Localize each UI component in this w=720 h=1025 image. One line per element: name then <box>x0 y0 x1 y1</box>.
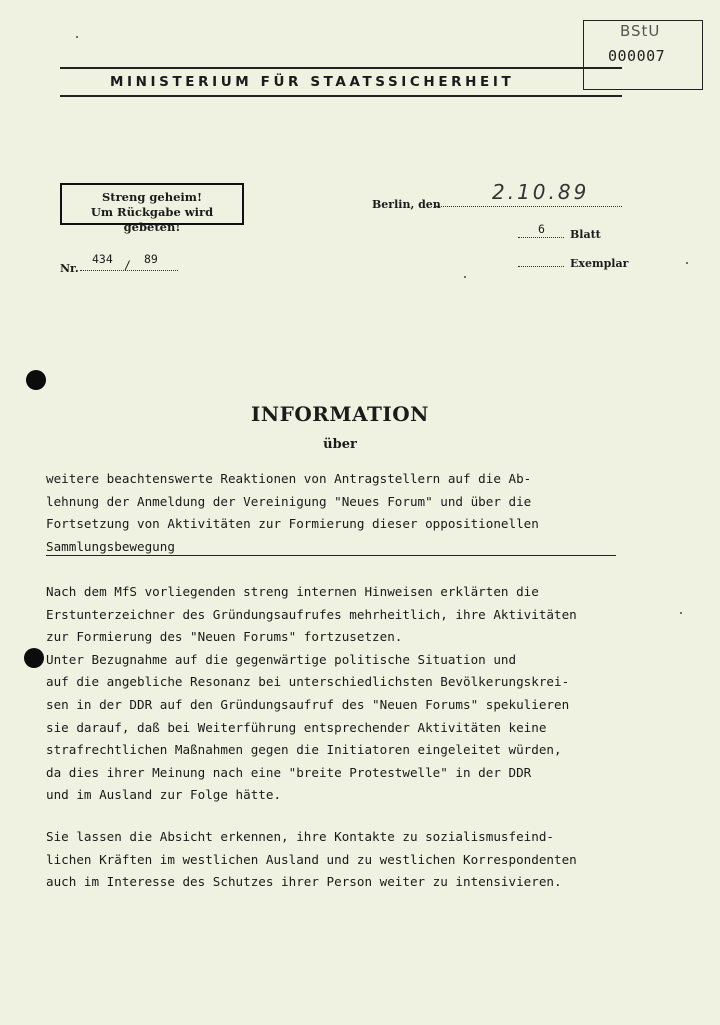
document-subtitle: über <box>323 437 357 452</box>
date-line <box>436 206 622 207</box>
paragraph-line: zur Formierung des "Neuen Forums" fortzusetzen. <box>46 629 403 645</box>
paragraph-line: und im Ausland zur Folge hätte. <box>46 787 282 803</box>
paragraph-line: sie darauf, daß bei Weiterführung entsprechender Aktivitäten keine <box>46 719 547 735</box>
sheets-label: Blatt <box>570 228 601 241</box>
nr-value: 434 <box>92 252 113 266</box>
archive-stamp <box>583 20 703 90</box>
stamp-archive-label: BStU <box>620 22 661 40</box>
sheets-value: 6 <box>538 222 545 236</box>
paragraph-line: auch im Interesse des Schutzes ihrer Person weiter zu intensivieren. <box>46 874 562 890</box>
subject-line: weitere beachtenswerte Reaktionen von Antragstellern auf die Ab- <box>46 471 532 486</box>
paragraph-line: Sie lassen die Absicht erkennen, ihre Kontakte zu sozialismusfeind- <box>46 829 554 844</box>
nr-label: Nr. <box>60 262 79 275</box>
paper-speck <box>686 262 688 264</box>
paragraph-line: sen in der DDR auf den Gründungsaufruf des "Neuen Forums" spekulieren <box>46 696 570 712</box>
paragraph-line: da dies ihrer Meinung nach eine "breite Protestwelle" in der DDR <box>46 764 532 780</box>
subject-underline <box>46 555 616 556</box>
copy-label: Exemplar <box>570 257 629 270</box>
paper-speck <box>464 276 466 278</box>
subject-line: Fortsetzung von Aktivitäten zur Formierung dieser oppositionellen <box>46 516 539 532</box>
paragraph-line: Unter Bezugnahme auf die gegenwärtige politische Situation und <box>46 651 517 667</box>
document-title: INFORMATION <box>251 402 429 426</box>
paragraph-line: Erstunterzeichner des Gründungsaufrufes mehrheitlich, ihre Aktivitäten <box>46 606 577 622</box>
handwritten-date: 2.10.89 <box>492 180 590 204</box>
paragraph-line: strafrechtlichen Maßnahmen gegen die Initiatoren eingeleitet würden, <box>46 742 562 758</box>
paragraph-1 <box>46 581 577 807</box>
classification-box <box>60 183 244 234</box>
punch-hole-bottom <box>24 648 44 668</box>
subject-line: lehnung der Anmeldung der Vereinigung "Neues Forum" und über die <box>46 493 532 509</box>
classification-line-2: Um Rückgabe wird gebeten! <box>90 205 214 234</box>
place-label: Berlin, den <box>372 198 441 211</box>
copy-line <box>518 266 564 267</box>
subject-block <box>46 468 539 558</box>
paragraph-line: lichen Kräften im westlichen Ausland und zu westlichen Korrespondenten <box>46 851 577 867</box>
stamp-page-number: 000007 <box>608 47 666 65</box>
nr-line <box>80 270 178 271</box>
paper-speck <box>76 36 78 38</box>
ministry-name: MINISTERIUM FÜR STAATSSICHERHEIT <box>110 74 515 90</box>
nr-separator: / <box>124 258 131 272</box>
paragraph-2 <box>46 826 577 894</box>
sheets-line <box>518 237 564 238</box>
punch-hole-top <box>26 370 46 390</box>
header-bottom-rule <box>60 95 622 97</box>
header-top-rule <box>60 67 622 69</box>
paragraph-line: Nach dem MfS vorliegenden streng internen Hinweisen erklärten die <box>46 584 539 599</box>
classification-line-1: Streng geheim! <box>101 190 203 204</box>
subject-line: Sammlungsbewegung <box>46 538 175 554</box>
nr-year: 89 <box>144 252 158 266</box>
paper-speck <box>680 612 682 614</box>
paragraph-line: auf die angebliche Resonanz bei unterschiedlichsten Bevölkerungskrei- <box>46 674 570 690</box>
